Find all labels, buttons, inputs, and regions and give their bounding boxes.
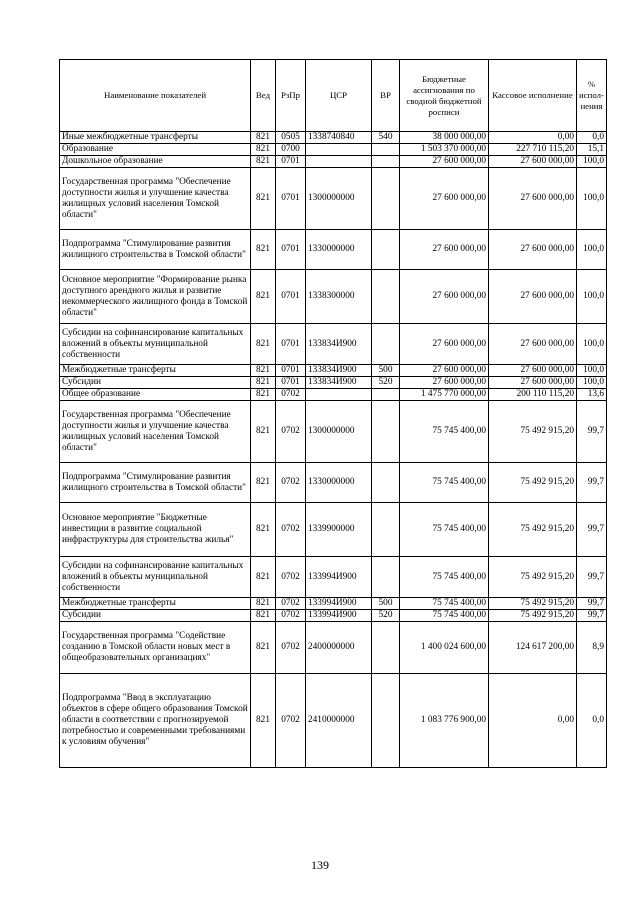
cell-exec: 27 600 000,00 [489, 324, 577, 365]
cell-exec: 200 110 115,20 [489, 389, 577, 401]
cell-exec: 75 492 915,20 [489, 401, 577, 463]
cell-plan: 75 745 400,00 [400, 503, 489, 557]
cell-vr: 500 [372, 598, 400, 610]
cell-vr [372, 156, 400, 168]
cell-plan: 1 400 024 600,00 [400, 622, 489, 674]
table-row [60, 377, 607, 389]
cell-exec: 75 492 915,20 [489, 598, 577, 610]
cell-plan: 27 600 000,00 [400, 270, 489, 324]
cell-name: Субсидии [60, 377, 251, 389]
cell-name: Межбюджетные трансферты [60, 365, 251, 377]
header-exec: Кассовое исполнение [489, 60, 577, 132]
cell-name: Основное мероприятие "Формирование рынка доступного арендного жилья и развитие некоммерческого жилищного фонда в Томской области" [60, 270, 251, 324]
cell-rzpr: 0701 [276, 377, 306, 389]
cell-plan: 1 083 776 900,00 [400, 674, 489, 768]
cell-plan: 1 503 370 000,00 [400, 144, 489, 156]
cell-name: Подпрограмма "Ввод в эксплуатацию объектов в сфере общего образования Томской области в соответствии с прогнозируемой потребностью и современными требованиями к условиям обучения" [60, 674, 251, 768]
cell-pct: 100,0 [577, 324, 607, 365]
cell-ved: 821 [251, 365, 276, 377]
cell-name: Государственная программа "Обеспечение доступности жилья и улучшение качества жилищных условий населения Томской области" [60, 168, 251, 230]
cell-vr: 500 [372, 365, 400, 377]
cell-rzpr: 0701 [276, 324, 306, 365]
cell-ved: 821 [251, 674, 276, 768]
cell-pct: 99,7 [577, 557, 607, 598]
cell-rzpr: 0702 [276, 610, 306, 622]
table-row [60, 674, 607, 768]
cell-vr [372, 503, 400, 557]
cell-pct: 0,0 [577, 674, 607, 768]
cell-rzpr: 0505 [276, 132, 306, 144]
cell-csr: 133834И900 [306, 324, 372, 365]
cell-name: Подпрограмма "Стимулирование развития жилищного строительства в Томской области" [60, 230, 251, 270]
cell-vr [372, 324, 400, 365]
cell-csr: 133994И900 [306, 610, 372, 622]
cell-csr: 1330000000 [306, 230, 372, 270]
cell-plan: 38 000 000,00 [400, 132, 489, 144]
header-ved: Вед [251, 60, 276, 132]
header-name: Наименование показателей [60, 60, 251, 132]
table-row [60, 557, 607, 598]
cell-pct: 15,1 [577, 144, 607, 156]
cell-ved: 821 [251, 132, 276, 144]
cell-ved: 821 [251, 270, 276, 324]
cell-name: Подпрограмма "Стимулирование развития жилищного строительства в Томской области" [60, 463, 251, 503]
cell-name: Субсидии на софинансирование капитальных вложений в объекты муниципальной собственности [60, 324, 251, 365]
table-row [60, 389, 607, 401]
cell-ved: 821 [251, 622, 276, 674]
cell-pct: 0,0 [577, 132, 607, 144]
cell-plan: 27 600 000,00 [400, 377, 489, 389]
cell-plan: 27 600 000,00 [400, 168, 489, 230]
cell-exec: 0,00 [489, 674, 577, 768]
cell-csr: 1338740840 [306, 132, 372, 144]
cell-rzpr: 0702 [276, 463, 306, 503]
header-plan: Бюджетные ассигнования по сводной бюджетной росписи [400, 60, 489, 132]
cell-rzpr: 0701 [276, 156, 306, 168]
cell-exec: 124 617 200,00 [489, 622, 577, 674]
cell-ved: 821 [251, 156, 276, 168]
table-row [60, 144, 607, 156]
cell-csr: 133994И900 [306, 598, 372, 610]
cell-exec: 27 600 000,00 [489, 156, 577, 168]
cell-vr [372, 270, 400, 324]
cell-rzpr: 0701 [276, 168, 306, 230]
table-row [60, 168, 607, 230]
cell-ved: 821 [251, 389, 276, 401]
cell-exec: 27 600 000,00 [489, 377, 577, 389]
header-rzpr: РзПр [276, 60, 306, 132]
cell-csr: 1330000000 [306, 463, 372, 503]
cell-exec: 27 600 000,00 [489, 168, 577, 230]
cell-rzpr: 0702 [276, 622, 306, 674]
cell-csr [306, 144, 372, 156]
cell-plan: 27 600 000,00 [400, 365, 489, 377]
cell-vr [372, 557, 400, 598]
cell-ved: 821 [251, 610, 276, 622]
cell-vr [372, 389, 400, 401]
cell-rzpr: 0702 [276, 598, 306, 610]
cell-rzpr: 0701 [276, 365, 306, 377]
cell-vr [372, 144, 400, 156]
cell-pct: 99,7 [577, 503, 607, 557]
cell-vr [372, 168, 400, 230]
cell-name: Межбюджетные трансферты [60, 598, 251, 610]
cell-ved: 821 [251, 168, 276, 230]
cell-name: Государственная программа "Содействие созданию в Томской области новых мест в общеобразовательных организациях" [60, 622, 251, 674]
budget-execution-table [59, 59, 607, 768]
cell-pct: 99,7 [577, 401, 607, 463]
cell-ved: 821 [251, 598, 276, 610]
table-row [60, 365, 607, 377]
cell-name: Дошкольное образование [60, 156, 251, 168]
cell-exec: 75 492 915,20 [489, 610, 577, 622]
cell-exec: 75 492 915,20 [489, 503, 577, 557]
table-row [60, 324, 607, 365]
header-csr: ЦСР [306, 60, 372, 132]
cell-exec: 27 600 000,00 [489, 270, 577, 324]
cell-rzpr: 0701 [276, 230, 306, 270]
cell-csr: 133834И900 [306, 365, 372, 377]
cell-pct: 100,0 [577, 365, 607, 377]
table-row [60, 598, 607, 610]
cell-name: Основное мероприятие "Бюджетные инвестиции в развитие социальной инфраструктуры для строительства жилья" [60, 503, 251, 557]
table-row [60, 622, 607, 674]
cell-vr: 520 [372, 377, 400, 389]
cell-rzpr: 0701 [276, 270, 306, 324]
page-number: 139 [311, 858, 329, 872]
cell-plan: 75 745 400,00 [400, 610, 489, 622]
cell-name: Субсидии на софинансирование капитальных вложений в объекты муниципальной собственности [60, 557, 251, 598]
cell-csr [306, 389, 372, 401]
header-pct: % испол-нения [577, 60, 607, 132]
table-row [60, 270, 607, 324]
cell-ved: 821 [251, 377, 276, 389]
cell-plan: 75 745 400,00 [400, 598, 489, 610]
cell-plan: 27 600 000,00 [400, 230, 489, 270]
cell-exec: 0,00 [489, 132, 577, 144]
cell-pct: 100,0 [577, 270, 607, 324]
table-row [60, 610, 607, 622]
table-row [60, 156, 607, 168]
cell-csr: 1300000000 [306, 401, 372, 463]
cell-name: Государственная программа "Обеспечение доступности жилья и улучшение качества жилищных условий населения Томской области" [60, 401, 251, 463]
cell-rzpr: 0702 [276, 503, 306, 557]
cell-csr: 1339900000 [306, 503, 372, 557]
cell-exec: 227 710 115,20 [489, 144, 577, 156]
cell-csr: 1300000000 [306, 168, 372, 230]
cell-exec: 27 600 000,00 [489, 230, 577, 270]
cell-pct: 99,7 [577, 610, 607, 622]
cell-plan: 75 745 400,00 [400, 463, 489, 503]
cell-vr: 520 [372, 610, 400, 622]
cell-vr [372, 230, 400, 270]
cell-ved: 821 [251, 230, 276, 270]
cell-vr [372, 463, 400, 503]
cell-name: Общее образование [60, 389, 251, 401]
cell-pct: 99,7 [577, 598, 607, 610]
cell-pct: 99,7 [577, 463, 607, 503]
cell-plan: 75 745 400,00 [400, 557, 489, 598]
cell-rzpr: 0702 [276, 557, 306, 598]
cell-pct: 100,0 [577, 377, 607, 389]
cell-rzpr: 0702 [276, 389, 306, 401]
table-row [60, 401, 607, 463]
cell-name: Образование [60, 144, 251, 156]
table-row [60, 132, 607, 144]
cell-rzpr: 0702 [276, 401, 306, 463]
cell-exec: 75 492 915,20 [489, 463, 577, 503]
cell-name: Субсидии [60, 610, 251, 622]
cell-csr: 2400000000 [306, 622, 372, 674]
table-row [60, 503, 607, 557]
cell-plan: 27 600 000,00 [400, 156, 489, 168]
cell-pct: 8,9 [577, 622, 607, 674]
cell-ved: 821 [251, 144, 276, 156]
cell-vr [372, 622, 400, 674]
table-header-row [60, 60, 607, 132]
table-row [60, 230, 607, 270]
cell-rzpr: 0700 [276, 144, 306, 156]
header-vr: ВР [372, 60, 400, 132]
cell-pct: 13,6 [577, 389, 607, 401]
cell-name: Иные межбюджетные трансферты [60, 132, 251, 144]
cell-exec: 27 600 000,00 [489, 365, 577, 377]
cell-ved: 821 [251, 463, 276, 503]
cell-plan: 75 745 400,00 [400, 401, 489, 463]
cell-csr: 1338300000 [306, 270, 372, 324]
cell-vr [372, 674, 400, 768]
cell-ved: 821 [251, 401, 276, 463]
table-row [60, 463, 607, 503]
cell-plan: 27 600 000,00 [400, 324, 489, 365]
cell-ved: 821 [251, 503, 276, 557]
cell-ved: 821 [251, 557, 276, 598]
cell-csr: 2410000000 [306, 674, 372, 768]
cell-vr [372, 401, 400, 463]
cell-exec: 75 492 915,20 [489, 557, 577, 598]
cell-plan: 1 475 770 000,00 [400, 389, 489, 401]
cell-pct: 100,0 [577, 168, 607, 230]
cell-csr [306, 156, 372, 168]
cell-pct: 100,0 [577, 156, 607, 168]
cell-rzpr: 0702 [276, 674, 306, 768]
cell-csr: 133834И900 [306, 377, 372, 389]
cell-csr: 133994И900 [306, 557, 372, 598]
cell-vr: 540 [372, 132, 400, 144]
cell-ved: 821 [251, 324, 276, 365]
cell-pct: 100,0 [577, 230, 607, 270]
